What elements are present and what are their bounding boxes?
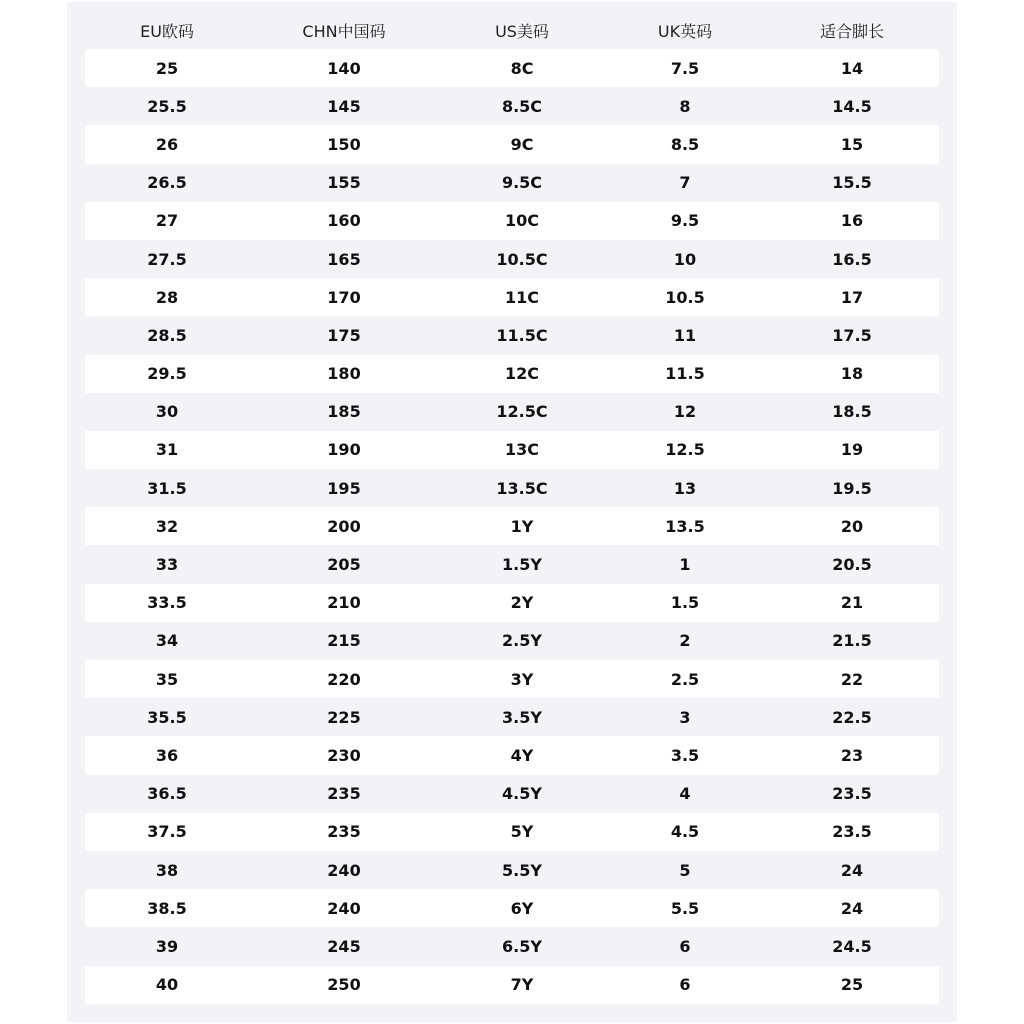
uk-size-cell: 11: [673, 325, 697, 345]
table-row: [85, 813, 939, 851]
uk-size-cell: 13: [673, 478, 697, 498]
us-size-cell: 2Y: [510, 593, 534, 613]
size-table-body: [85, 49, 939, 1004]
chn-size-cell: 205: [327, 555, 361, 575]
table-row: [85, 889, 939, 927]
us-size-cell: 2.5Y: [502, 631, 542, 651]
uk-size-cell: 4: [679, 784, 691, 804]
header-uk-size: UK英码: [657, 21, 713, 41]
foot-length-cell: 19: [840, 440, 864, 460]
chn-size-cell: 165: [327, 249, 361, 269]
table-row: [85, 164, 939, 202]
chn-size-cell: 240: [327, 898, 361, 918]
foot-length-cell: 23.5: [832, 822, 872, 842]
foot-length-cell: 19.5: [832, 478, 872, 498]
eu-size-cell: 26.5: [147, 173, 187, 193]
table-header-row: [85, 11, 939, 49]
uk-size-cell: 12.5: [665, 440, 705, 460]
uk-size-cell: 10: [673, 249, 697, 269]
eu-size-cell: 40: [155, 975, 179, 995]
us-size-cell: 3Y: [510, 669, 534, 689]
chn-size-cell: 220: [327, 669, 361, 689]
uk-size-cell: 12: [673, 402, 697, 422]
us-size-cell: 4.5Y: [502, 784, 542, 804]
eu-size-cell: 30: [155, 402, 179, 422]
uk-size-cell: 8: [679, 96, 691, 116]
uk-size-cell: 6: [679, 936, 691, 956]
eu-size-cell: 31: [155, 440, 179, 460]
chn-size-cell: 140: [327, 58, 361, 78]
eu-size-cell: 26: [155, 134, 179, 154]
table-row: [85, 584, 939, 622]
us-size-cell: 13C: [504, 440, 539, 460]
eu-size-cell: 28.5: [147, 325, 187, 345]
us-size-cell: 5Y: [510, 822, 534, 842]
chn-size-cell: 175: [327, 325, 361, 345]
uk-size-cell: 1.5: [670, 593, 700, 613]
foot-length-cell: 24.5: [832, 936, 872, 956]
eu-size-cell: 29.5: [147, 364, 187, 384]
us-size-cell: 11.5C: [496, 325, 548, 345]
us-size-cell: 11C: [504, 287, 539, 307]
table-row: [85, 393, 939, 431]
table-row: [85, 87, 939, 125]
uk-size-cell: 2.5: [670, 669, 700, 689]
uk-size-cell: 11.5: [665, 364, 705, 384]
chn-size-cell: 225: [327, 707, 361, 727]
us-size-cell: 9.5C: [501, 173, 543, 193]
chn-size-cell: 235: [327, 784, 361, 804]
foot-length-cell: 18: [840, 364, 864, 384]
chn-size-cell: 200: [327, 516, 361, 536]
us-size-cell: 8.5C: [501, 96, 543, 116]
table-row: [85, 316, 939, 354]
foot-length-cell: 16.5: [832, 249, 872, 269]
uk-size-cell: 3: [679, 707, 691, 727]
us-size-cell: 12C: [504, 364, 539, 384]
us-size-cell: 1Y: [510, 516, 534, 536]
table-row: [85, 507, 939, 545]
table-row: [85, 278, 939, 316]
uk-size-cell: 7.5: [670, 58, 700, 78]
uk-size-cell: 3.5: [670, 745, 700, 765]
foot-length-cell: 14.5: [832, 96, 872, 116]
uk-size-cell: 5: [679, 860, 691, 880]
foot-length-cell: 17.5: [832, 325, 872, 345]
eu-size-cell: 33: [155, 555, 179, 575]
eu-size-cell: 35: [155, 669, 179, 689]
eu-size-cell: 27.5: [147, 249, 187, 269]
foot-length-cell: 18.5: [832, 402, 872, 422]
chn-size-cell: 160: [327, 211, 361, 231]
uk-size-cell: 13.5: [665, 516, 705, 536]
eu-size-cell: 28: [155, 287, 179, 307]
chn-size-cell: 250: [327, 975, 361, 995]
foot-length-cell: 24: [840, 898, 864, 918]
foot-length-cell: 23.5: [832, 784, 872, 804]
eu-size-cell: 38.5: [147, 898, 187, 918]
table-row: [85, 545, 939, 583]
us-size-cell: 7Y: [510, 975, 534, 995]
foot-length-cell: 24: [840, 860, 864, 880]
header-foot-length: 适合脚长: [819, 21, 884, 41]
eu-size-cell: 38: [155, 860, 179, 880]
us-size-cell: 8C: [510, 58, 534, 78]
foot-length-cell: 21.5: [832, 631, 872, 651]
eu-size-cell: 32: [155, 516, 179, 536]
foot-length-cell: 16: [840, 211, 864, 231]
eu-size-cell: 36.5: [147, 784, 187, 804]
chn-size-cell: 195: [327, 478, 361, 498]
us-size-cell: 3.5Y: [502, 707, 542, 727]
us-size-cell: 12.5C: [496, 402, 548, 422]
chn-size-cell: 145: [327, 96, 361, 116]
uk-size-cell: 4.5: [670, 822, 700, 842]
foot-length-cell: 22.5: [832, 707, 872, 727]
eu-size-cell: 39: [155, 936, 179, 956]
us-size-cell: 10.5C: [496, 249, 548, 269]
table-row: [85, 202, 939, 240]
chn-size-cell: 240: [327, 860, 361, 880]
header-us-size: US美码: [495, 21, 549, 41]
uk-size-cell: 9.5: [670, 211, 700, 231]
chn-size-cell: 235: [327, 822, 361, 842]
chn-size-cell: 190: [327, 440, 361, 460]
table-row: [85, 966, 939, 1004]
foot-length-cell: 23: [840, 745, 864, 765]
foot-length-cell: 20: [840, 516, 864, 536]
foot-length-cell: 25: [840, 975, 864, 995]
chn-size-cell: 215: [327, 631, 361, 651]
table-row: [85, 927, 939, 965]
table-row: [85, 355, 939, 393]
table-row: [85, 660, 939, 698]
eu-size-cell: 31.5: [147, 478, 187, 498]
header-eu-size: EU欧码: [140, 21, 194, 41]
table-row: [85, 851, 939, 889]
foot-length-cell: 20.5: [832, 555, 872, 575]
chn-size-cell: 185: [327, 402, 361, 422]
chn-size-cell: 230: [327, 745, 361, 765]
uk-size-cell: 6: [679, 975, 691, 995]
us-size-cell: 13.5C: [496, 478, 548, 498]
chn-size-cell: 210: [327, 593, 361, 613]
table-row: [85, 775, 939, 813]
eu-size-cell: 35.5: [147, 707, 187, 727]
table-row: [85, 698, 939, 736]
uk-size-cell: 7: [679, 173, 691, 193]
table-row: [85, 469, 939, 507]
uk-size-cell: 2: [679, 631, 691, 651]
table-row: [85, 622, 939, 660]
uk-size-cell: 5.5: [670, 898, 700, 918]
us-size-cell: 10C: [504, 211, 539, 231]
eu-size-cell: 25: [155, 58, 179, 78]
table-row: [85, 736, 939, 774]
uk-size-cell: 8.5: [670, 134, 700, 154]
eu-size-cell: 25.5: [147, 96, 187, 116]
eu-size-cell: 36: [155, 745, 179, 765]
table-row: [85, 240, 939, 278]
uk-size-cell: 1: [679, 555, 691, 575]
eu-size-cell: 37.5: [147, 822, 187, 842]
chn-size-cell: 170: [327, 287, 361, 307]
foot-length-cell: 21: [840, 593, 864, 613]
chn-size-cell: 180: [327, 364, 361, 384]
us-size-cell: 1.5Y: [502, 555, 542, 575]
eu-size-cell: 27: [155, 211, 179, 231]
foot-length-cell: 14: [840, 58, 864, 78]
header-chn-size: CHN中国码: [302, 21, 386, 41]
us-size-cell: 6Y: [510, 898, 534, 918]
chn-size-cell: 150: [327, 134, 361, 154]
foot-length-cell: 15: [840, 134, 864, 154]
foot-length-cell: 17: [840, 287, 864, 307]
chn-size-cell: 245: [327, 936, 361, 956]
us-size-cell: 4Y: [510, 745, 534, 765]
us-size-cell: 9C: [510, 134, 534, 154]
us-size-cell: 5.5Y: [502, 860, 542, 880]
foot-length-cell: 22: [840, 669, 864, 689]
table-row: [85, 431, 939, 469]
chn-size-cell: 155: [327, 173, 361, 193]
eu-size-cell: 33.5: [147, 593, 187, 613]
table-row: [85, 125, 939, 163]
foot-length-cell: 15.5: [832, 173, 872, 193]
eu-size-cell: 34: [155, 631, 179, 651]
table-row: [85, 49, 939, 87]
us-size-cell: 6.5Y: [502, 936, 542, 956]
uk-size-cell: 10.5: [665, 287, 705, 307]
